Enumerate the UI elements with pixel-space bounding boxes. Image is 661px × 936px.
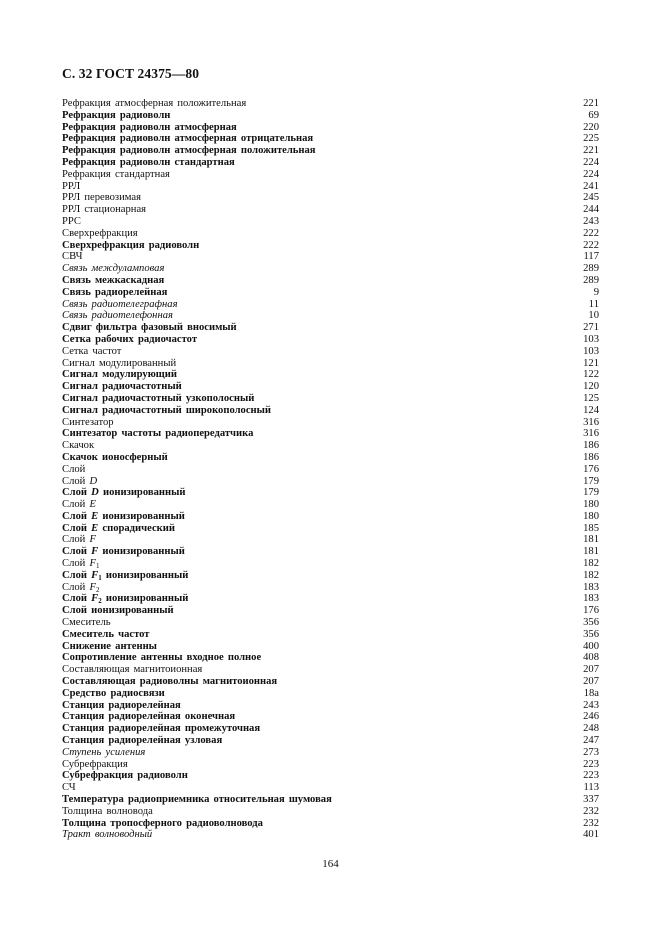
term-symbol: E [91, 522, 99, 534]
term-text: Сигнал радиочастотный узкополосный [62, 392, 255, 404]
term-symbol: D [91, 487, 99, 499]
term-text: Ступень усиления [62, 746, 146, 758]
index-page-ref: 182 [583, 569, 599, 581]
index-page-ref: 181 [583, 546, 599, 558]
index-entry [62, 723, 599, 735]
index-term [62, 369, 177, 381]
term-text: СВЧ [62, 251, 83, 263]
index-page-ref: 222 [583, 227, 599, 239]
index-term [62, 228, 138, 240]
index-page-ref: 186 [583, 451, 599, 463]
index-page-ref: 113 [583, 782, 599, 794]
index-term [62, 629, 150, 641]
index-term [62, 806, 153, 818]
term-text: ионизированный [101, 569, 189, 581]
term-text: Температура радиоприемника относительная шумовая [62, 794, 332, 806]
term-text: Связь радиотелеграфная [62, 298, 178, 310]
index-entry [62, 676, 599, 688]
index-entry [62, 346, 599, 358]
index-term [62, 157, 235, 169]
term-text: Скачок [62, 440, 95, 452]
index-page-ref: 248 [583, 723, 599, 735]
term-text: ионизированный [98, 546, 185, 558]
page-header: С. 32 ГОСТ 24375—80 [62, 66, 200, 81]
index-entry [62, 240, 599, 252]
index-page-ref: 181 [583, 534, 599, 546]
index-term [62, 523, 175, 535]
index-page-ref: 179 [583, 475, 599, 487]
index-term [62, 700, 181, 712]
term-text: Слой [62, 463, 86, 475]
index-page-ref: 408 [583, 652, 599, 664]
term-text: Составляющая магнитоионная [62, 664, 203, 676]
index-page-ref: 245 [583, 192, 599, 204]
term-text: Слой [62, 475, 90, 487]
index-term [62, 652, 261, 664]
index-term [62, 287, 167, 299]
term-text: Связь радиотелефонная [62, 310, 173, 322]
index-term [62, 829, 152, 841]
index-term [62, 381, 182, 393]
index-term [62, 310, 173, 322]
index-entry [62, 652, 599, 664]
index-term [62, 641, 157, 653]
index-entry [62, 122, 599, 134]
index-term [62, 299, 178, 311]
index-term [62, 145, 316, 157]
term-text: Рефракция радиоволн стандартная [62, 156, 235, 168]
term-text: ионизированный [98, 487, 186, 499]
index-entry [62, 818, 599, 830]
term-subscript: 2 [95, 585, 100, 594]
index-entry [62, 593, 599, 605]
term-text: Слой [62, 534, 90, 546]
term-text: Сдвиг фильтра фазовый вносимый [62, 322, 237, 334]
term-text: Слой [62, 558, 90, 570]
index-term [62, 723, 260, 735]
index-page-ref: 11 [588, 298, 599, 310]
index-term [62, 322, 237, 334]
index-entry [62, 711, 599, 723]
index-entry [62, 664, 599, 676]
term-text: Слой [62, 487, 92, 499]
index-page-ref: 220 [583, 121, 599, 133]
page-number: 164 [322, 858, 339, 870]
index-page-ref: 180 [583, 499, 599, 511]
index-page-ref: 232 [583, 817, 599, 829]
index-page-ref: 103 [583, 345, 599, 357]
term-text: Слой [62, 593, 92, 605]
term-subscript: 1 [98, 573, 102, 582]
index-entry [62, 393, 599, 405]
index-entry [62, 570, 599, 582]
index-entry [62, 440, 599, 452]
term-text: Синтезатор частоты радиопередатчика [62, 428, 254, 440]
index-term [62, 782, 76, 794]
index-page-ref: 223 [583, 758, 599, 770]
index-term [62, 405, 271, 417]
index-term [62, 476, 97, 488]
index-entry [62, 417, 599, 429]
index-page-ref: 9 [593, 286, 599, 298]
term-text: Слой [62, 569, 92, 581]
index-term [62, 181, 80, 193]
index-page-ref: 221 [583, 145, 599, 157]
term-text: Слой ионизированный [62, 605, 174, 617]
index-page-ref: 273 [583, 746, 599, 758]
term-text: Толщина волновода [62, 805, 153, 817]
index-page-ref: 356 [583, 617, 599, 629]
index-term [62, 487, 185, 499]
term-text: РРЛ перевозимая [62, 192, 141, 204]
index-entry [62, 358, 599, 370]
index-term [62, 452, 168, 464]
index-entry [62, 310, 599, 322]
index-term [62, 818, 263, 830]
index-entry [62, 487, 599, 499]
term-text: Сигнал радиочастотный широкополосный [62, 404, 272, 416]
index-term [62, 464, 85, 476]
term-text: Сетка частот [62, 345, 122, 357]
term-text: РРЛ [62, 180, 81, 192]
index-page-ref: 183 [583, 581, 599, 593]
index-term [62, 440, 94, 452]
index-term [62, 192, 141, 204]
index-entry [62, 688, 599, 700]
index-page-ref: 124 [583, 404, 599, 416]
index-entry [62, 511, 599, 523]
index-page-ref: 18а [583, 687, 599, 699]
term-text: РРЛ стационарная [62, 204, 147, 216]
index-page-ref: 241 [583, 180, 599, 192]
index-term [62, 428, 253, 440]
index-term [62, 263, 164, 275]
index-page-ref: 316 [583, 428, 599, 440]
term-text: Станция радиорелейная оконечная [62, 711, 236, 723]
index-page-ref: 224 [583, 168, 599, 180]
index-term [62, 499, 96, 511]
index-entry [62, 275, 599, 287]
index-entry [62, 299, 599, 311]
index-term [62, 110, 170, 122]
index-term [62, 735, 222, 747]
index-term [62, 747, 145, 759]
index-entry [62, 287, 599, 299]
term-text: СЧ [62, 782, 76, 794]
index-term [62, 133, 313, 145]
index-page-ref: 243 [583, 215, 599, 227]
index-page-ref: 271 [583, 322, 599, 334]
index-entry [62, 169, 599, 181]
index-entry [62, 204, 599, 216]
index-page-ref: 176 [583, 605, 599, 617]
term-symbol: E [89, 499, 96, 511]
term-text: Толщина тропосферного радиоволновода [62, 817, 263, 829]
index-entry [62, 629, 599, 641]
index-page-ref: 224 [583, 156, 599, 168]
index-entry [62, 263, 599, 275]
term-text: ионизированный [98, 510, 185, 522]
index-page-ref: 289 [583, 274, 599, 286]
index-page-ref: 180 [583, 510, 599, 522]
index-page-ref: 10 [588, 310, 599, 322]
index-page-ref: 356 [583, 628, 599, 640]
index-page-ref: 400 [583, 640, 599, 652]
index-entry [62, 617, 599, 629]
index-page-ref: 179 [583, 487, 599, 499]
term-text: Рефракция радиоволн [62, 109, 171, 121]
term-text: Слой [62, 546, 92, 558]
index-term [62, 593, 188, 605]
index-page-ref: 186 [583, 440, 599, 452]
index-page-ref: 103 [583, 333, 599, 345]
index-page-ref: 176 [583, 463, 599, 475]
term-text: Рефракция стандартная [62, 168, 170, 180]
index-entry [62, 641, 599, 653]
term-text: Субрефракция [62, 758, 128, 770]
index-term [62, 688, 165, 700]
index-page-ref: 69 [588, 109, 599, 121]
term-text: Сверхрефракция радиоволн [62, 239, 200, 251]
index-term [62, 617, 111, 629]
term-text: Смеситель частот [62, 628, 150, 640]
index-page-ref: 244 [583, 204, 599, 216]
term-text: Рефракция атмосферная положительная [62, 98, 247, 109]
index-page-ref: 225 [583, 133, 599, 145]
index-term [62, 358, 176, 370]
index-term [62, 582, 99, 594]
index-page-ref: 222 [583, 239, 599, 251]
term-text: Сигнал модулирующий [62, 369, 177, 381]
index-entry [62, 464, 599, 476]
index-entry [62, 110, 599, 122]
index-term [62, 605, 174, 617]
term-text: Сетка рабочих радиочастот [62, 333, 198, 345]
index-term [62, 570, 188, 582]
term-symbol: E [91, 510, 99, 522]
term-text: Сопротивление антенны входное полное [62, 652, 262, 664]
index-entry [62, 405, 599, 417]
index-entry [62, 369, 599, 381]
index-entry [62, 700, 599, 712]
term-symbol: F [91, 569, 99, 581]
index-entry [62, 735, 599, 747]
index-page-ref: 401 [583, 829, 599, 841]
term-text: Станция радиорелейная узловая [62, 735, 223, 747]
index-entry [62, 98, 599, 110]
term-subscript: 1 [95, 562, 100, 571]
index-term [62, 216, 81, 228]
index-entry [62, 829, 599, 841]
index-page-ref: 125 [583, 392, 599, 404]
index-term [62, 98, 246, 110]
term-text: Составляющая радиоволны магнитоионная [62, 676, 278, 688]
index-entry [62, 145, 599, 157]
index-page-ref: 316 [583, 416, 599, 428]
term-text: Связь радиорелейная [62, 286, 168, 298]
term-text: Синтезатор [62, 416, 114, 428]
term-subscript: 2 [98, 597, 102, 606]
term-symbol: F [89, 534, 96, 546]
term-text: Станция радиорелейная промежуточная [62, 723, 261, 735]
index-page-ref: 247 [583, 735, 599, 747]
index-term [62, 511, 185, 523]
index-term [62, 251, 83, 263]
term-symbol: D [89, 475, 98, 487]
term-text: Слой [62, 522, 92, 534]
term-text: Сверхрефракция [62, 227, 138, 239]
index-entry [62, 157, 599, 169]
index-entry [62, 558, 599, 570]
index-entry [62, 546, 599, 558]
index-entry [62, 476, 599, 488]
index-entry [62, 216, 599, 228]
term-text: Скачок ионосферный [62, 451, 168, 463]
term-text: Слой [62, 499, 90, 511]
index-entry [62, 582, 599, 594]
term-text: Рефракция радиоволн атмосферная отрицательная [62, 133, 314, 145]
index-entry [62, 228, 599, 240]
index-entry [62, 133, 599, 145]
term-text: Средство радиосвязи [62, 687, 165, 699]
term-text: Станция радиорелейная [62, 699, 181, 711]
index-term [62, 676, 277, 688]
index-term [62, 240, 199, 252]
index-entry [62, 334, 599, 346]
index-entry [62, 794, 599, 806]
index-term [62, 204, 146, 216]
index-entry [62, 605, 599, 617]
index-entry [62, 322, 599, 334]
index-entry [62, 181, 599, 193]
index-term [62, 275, 164, 287]
term-text: Связь междуламповая [62, 263, 165, 275]
index-term [62, 711, 235, 723]
index-page-ref: 122 [583, 369, 599, 381]
index-page-ref: 183 [583, 593, 599, 605]
term-text: Субрефракция радиоволн [62, 770, 188, 782]
index-term [62, 558, 99, 570]
index-term [62, 334, 197, 346]
term-text: Смеситель [62, 617, 111, 629]
index-entry [62, 759, 599, 771]
index-term [62, 346, 121, 358]
index-entry [62, 452, 599, 464]
index-entry [62, 499, 599, 511]
index-term [62, 534, 96, 546]
index-page-ref: 223 [583, 770, 599, 782]
index-term [62, 393, 254, 405]
index-page-ref: 117 [583, 251, 599, 263]
index-term [62, 122, 237, 134]
term-text: Сигнал радиочастотный [62, 381, 182, 393]
term-text: ионизированный [101, 593, 189, 605]
index-entry [62, 192, 599, 204]
term-text: Снижение антенны [62, 640, 157, 652]
index-term [62, 794, 332, 806]
term-text: Сигнал модулированный [62, 357, 177, 369]
index-page-ref: 221 [583, 98, 599, 109]
term-text: Тракт волноводный [62, 829, 153, 841]
index-page-ref: 337 [583, 794, 599, 806]
term-symbol: F [89, 581, 96, 593]
index-term [62, 759, 128, 771]
index-entry [62, 747, 599, 759]
index-list [62, 98, 599, 841]
index-entry [62, 534, 599, 546]
index-entry [62, 381, 599, 393]
term-text: Рефракция радиоволн атмосферная положительная [62, 145, 316, 157]
index-entry [62, 523, 599, 535]
index-term [62, 770, 188, 782]
index-page-ref: 120 [583, 381, 599, 393]
term-text: РРС [62, 215, 81, 227]
index-term [62, 664, 202, 676]
index-page-ref: 246 [583, 711, 599, 723]
term-symbol: F [91, 593, 99, 605]
index-entry [62, 428, 599, 440]
index-term [62, 169, 170, 181]
term-text: Слой [62, 581, 90, 593]
term-symbol: F [91, 546, 99, 558]
term-text: спорадический [98, 522, 175, 534]
index-entry [62, 770, 599, 782]
index-page-ref: 207 [583, 664, 599, 676]
index-entry [62, 806, 599, 818]
term-text: Рефракция радиоволн атмосферная [62, 121, 237, 133]
index-page-ref: 185 [583, 522, 599, 534]
index-entry [62, 782, 599, 794]
term-symbol: F [89, 558, 96, 570]
index-page-ref: 289 [583, 263, 599, 275]
term-text: Слой [62, 510, 92, 522]
index-page-ref: 232 [583, 805, 599, 817]
index-page-ref: 207 [583, 676, 599, 688]
index-term [62, 546, 185, 558]
index-term [62, 417, 114, 429]
index-page-ref: 121 [583, 357, 599, 369]
index-page-ref: 182 [583, 558, 599, 570]
index-entry [62, 251, 599, 263]
index-page-ref: 243 [583, 699, 599, 711]
term-text: Связь межкаскадная [62, 274, 165, 286]
